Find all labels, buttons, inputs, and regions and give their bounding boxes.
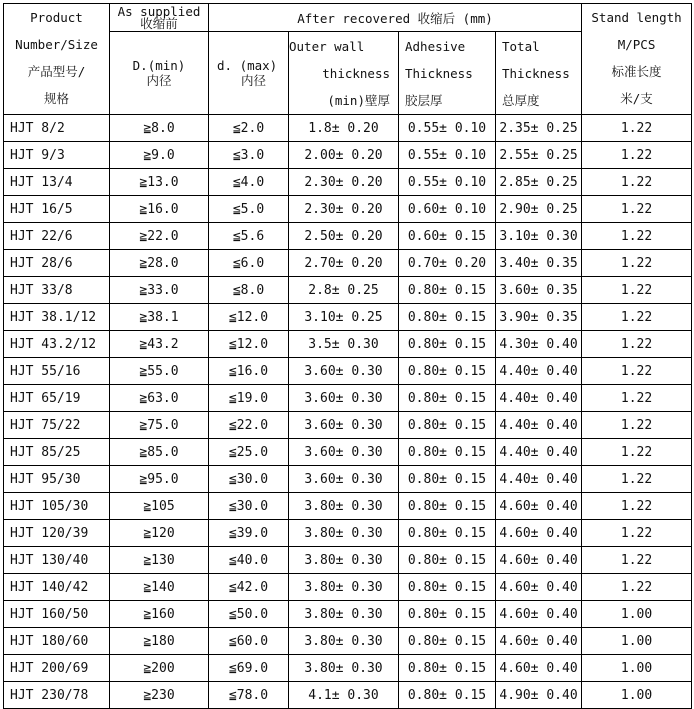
d-max-value: ≦6.0 <box>209 250 289 277</box>
total-value: 4.40± 0.40 <box>496 385 582 412</box>
outer-wall-value: 3.60± 0.30 <box>289 358 399 385</box>
d-max-value: ≦40.0 <box>209 547 289 574</box>
header-product-line: Number/Size <box>15 37 98 52</box>
adhesive-value: 0.55± 0.10 <box>399 115 496 142</box>
d-max-value: ≦25.0 <box>209 439 289 466</box>
table-row <box>4 547 692 574</box>
header-total-line: 总厚度 <box>502 92 540 108</box>
d-max-value: ≦12.0 <box>209 304 289 331</box>
header-product-line: Product <box>30 10 83 25</box>
header-adhesive <box>399 32 496 115</box>
header-as-supplied <box>110 4 209 32</box>
stand-length-value: 1.22 <box>582 331 692 358</box>
outer-wall-value: 3.5± 0.30 <box>289 331 399 358</box>
d-max-value: ≦12.0 <box>209 331 289 358</box>
header-outer-wall-line: thickness <box>322 65 390 81</box>
stand-length-value: 1.22 <box>582 439 692 466</box>
adhesive-value: 0.80± 0.15 <box>399 358 496 385</box>
stand-length-value: 1.22 <box>582 169 692 196</box>
header-adhesive-line: Thickness <box>405 65 473 81</box>
d-min-value: ≧63.0 <box>110 385 209 412</box>
d-min-value: ≧120 <box>110 520 209 547</box>
d-max-value: ≦22.0 <box>209 412 289 439</box>
stand-length-value: 1.00 <box>582 628 692 655</box>
product-number: HJT 28/6 <box>4 250 110 277</box>
header-d-min-en: D.(min) <box>132 58 186 73</box>
d-min-value: ≧38.1 <box>110 304 209 331</box>
stand-length-value: 1.22 <box>582 223 692 250</box>
adhesive-value: 0.80± 0.15 <box>399 682 496 709</box>
adhesive-value: 0.80± 0.15 <box>399 439 496 466</box>
total-value: 4.40± 0.40 <box>496 358 582 385</box>
product-number: HJT 85/25 <box>4 439 110 466</box>
d-min-value: ≧33.0 <box>110 277 209 304</box>
header-outer-wall <box>289 32 399 115</box>
d-max-value: ≦50.0 <box>209 601 289 628</box>
table-row <box>4 142 692 169</box>
stand-length-value: 1.22 <box>582 304 692 331</box>
product-number: HJT 130/40 <box>4 547 110 574</box>
d-max-value: ≦2.0 <box>209 115 289 142</box>
table-row <box>4 250 692 277</box>
outer-wall-value: 2.70± 0.20 <box>289 250 399 277</box>
table-row <box>4 196 692 223</box>
table-row <box>4 358 692 385</box>
total-value: 4.60± 0.40 <box>496 655 582 682</box>
total-value: 3.10± 0.30 <box>496 223 582 250</box>
d-max-value: ≦69.0 <box>209 655 289 682</box>
table-row <box>4 520 692 547</box>
adhesive-value: 0.80± 0.15 <box>399 574 496 601</box>
d-max-value: ≦19.0 <box>209 385 289 412</box>
d-min-value: ≧230 <box>110 682 209 709</box>
header-d-max-cn: 内径 <box>241 73 267 88</box>
stand-length-value: 1.22 <box>582 520 692 547</box>
product-number: HJT 13/4 <box>4 169 110 196</box>
outer-wall-value: 3.60± 0.30 <box>289 412 399 439</box>
total-value: 4.60± 0.40 <box>496 493 582 520</box>
adhesive-value: 0.60± 0.10 <box>399 196 496 223</box>
total-value: 4.60± 0.40 <box>496 601 582 628</box>
d-max-value: ≦4.0 <box>209 169 289 196</box>
header-d-max <box>209 32 289 115</box>
d-min-value: ≧13.0 <box>110 169 209 196</box>
product-number: HJT 55/16 <box>4 358 110 385</box>
adhesive-value: 0.80± 0.15 <box>399 277 496 304</box>
d-min-value: ≧105 <box>110 493 209 520</box>
total-value: 4.60± 0.40 <box>496 547 582 574</box>
stand-length-value: 1.00 <box>582 601 692 628</box>
d-max-value: ≦39.0 <box>209 520 289 547</box>
header-product-line: 规格 <box>43 91 69 106</box>
d-max-value: ≦8.0 <box>209 277 289 304</box>
d-max-value: ≦30.0 <box>209 466 289 493</box>
total-value: 2.35± 0.25 <box>496 115 582 142</box>
adhesive-value: 0.60± 0.15 <box>399 223 496 250</box>
stand-length-value: 1.22 <box>582 277 692 304</box>
product-number: HJT 95/30 <box>4 466 110 493</box>
table-row <box>4 169 692 196</box>
stand-length-value: 1.22 <box>582 385 692 412</box>
d-min-value: ≧85.0 <box>110 439 209 466</box>
adhesive-value: 0.80± 0.15 <box>399 493 496 520</box>
d-min-value: ≧200 <box>110 655 209 682</box>
d-max-value: ≦30.0 <box>209 493 289 520</box>
adhesive-value: 0.80± 0.15 <box>399 466 496 493</box>
d-min-value: ≧55.0 <box>110 358 209 385</box>
d-min-value: ≧75.0 <box>110 412 209 439</box>
outer-wall-value: 2.00± 0.20 <box>289 142 399 169</box>
product-number: HJT 65/19 <box>4 385 110 412</box>
outer-wall-value: 1.8± 0.20 <box>289 115 399 142</box>
d-max-value: ≦78.0 <box>209 682 289 709</box>
header-total-line: Thickness <box>502 65 570 81</box>
product-number: HJT 120/39 <box>4 520 110 547</box>
outer-wall-value: 3.80± 0.30 <box>289 655 399 682</box>
header-stand-length <box>582 4 692 115</box>
adhesive-value: 0.80± 0.15 <box>399 601 496 628</box>
table-row <box>4 466 692 493</box>
d-max-value: ≦5.6 <box>209 223 289 250</box>
product-number: HJT 33/8 <box>4 277 110 304</box>
total-value: 4.40± 0.40 <box>496 466 582 493</box>
d-min-value: ≧22.0 <box>110 223 209 250</box>
stand-length-value: 1.00 <box>582 655 692 682</box>
table-row <box>4 439 692 466</box>
total-value: 2.85± 0.25 <box>496 169 582 196</box>
outer-wall-value: 4.1± 0.30 <box>289 682 399 709</box>
d-max-value: ≦16.0 <box>209 358 289 385</box>
product-number: HJT 8/2 <box>4 115 110 142</box>
table-row <box>4 277 692 304</box>
product-number: HJT 38.1/12 <box>4 304 110 331</box>
product-number: HJT 180/60 <box>4 628 110 655</box>
outer-wall-value: 3.80± 0.30 <box>289 574 399 601</box>
table-row <box>4 682 692 709</box>
total-value: 4.40± 0.40 <box>496 439 582 466</box>
stand-length-value: 1.22 <box>582 142 692 169</box>
header-outer-wall-line: Outer wall <box>289 38 365 54</box>
stand-length-value: 1.22 <box>582 412 692 439</box>
product-number: HJT 9/3 <box>4 142 110 169</box>
outer-wall-value: 3.80± 0.30 <box>289 547 399 574</box>
outer-wall-value: 3.60± 0.30 <box>289 439 399 466</box>
outer-wall-value: 3.80± 0.30 <box>289 601 399 628</box>
table-row <box>4 304 692 331</box>
stand-length-value: 1.22 <box>582 547 692 574</box>
header-outer-wall-line: (min)壁厚 <box>327 92 390 108</box>
d-min-value: ≧8.0 <box>110 115 209 142</box>
d-min-value: ≧43.2 <box>110 331 209 358</box>
adhesive-value: 0.80± 0.15 <box>399 304 496 331</box>
header-product-line: 产品型号/ <box>27 64 86 79</box>
total-value: 4.60± 0.40 <box>496 628 582 655</box>
d-min-value: ≧180 <box>110 628 209 655</box>
product-number: HJT 43.2/12 <box>4 331 110 358</box>
outer-wall-value: 2.30± 0.20 <box>289 169 399 196</box>
stand-length-value: 1.00 <box>582 682 692 709</box>
product-number: HJT 230/78 <box>4 682 110 709</box>
outer-wall-value: 2.50± 0.20 <box>289 223 399 250</box>
stand-length-value: 1.22 <box>582 250 692 277</box>
outer-wall-value: 3.80± 0.30 <box>289 520 399 547</box>
d-min-value: ≧95.0 <box>110 466 209 493</box>
total-value: 4.60± 0.40 <box>496 520 582 547</box>
adhesive-value: 0.80± 0.15 <box>399 520 496 547</box>
outer-wall-value: 3.60± 0.30 <box>289 385 399 412</box>
stand-length-value: 1.22 <box>582 466 692 493</box>
total-value: 2.90± 0.25 <box>496 196 582 223</box>
table-row <box>4 331 692 358</box>
total-value: 4.60± 0.40 <box>496 574 582 601</box>
product-number: HJT 200/69 <box>4 655 110 682</box>
total-value: 4.40± 0.40 <box>496 412 582 439</box>
product-number: HJT 22/6 <box>4 223 110 250</box>
d-max-value: ≦60.0 <box>209 628 289 655</box>
header-d-max-en: d. (max) <box>217 58 278 73</box>
table-row <box>4 628 692 655</box>
d-min-value: ≧140 <box>110 574 209 601</box>
adhesive-value: 0.80± 0.15 <box>399 547 496 574</box>
adhesive-value: 0.80± 0.15 <box>399 331 496 358</box>
outer-wall-value: 3.60± 0.30 <box>289 466 399 493</box>
header-as-supplied-cn: 收缩前 <box>140 15 178 31</box>
table-row <box>4 493 692 520</box>
spec-table <box>3 3 692 709</box>
header-d-min <box>110 32 209 115</box>
d-min-value: ≧130 <box>110 547 209 574</box>
header-product <box>4 4 110 115</box>
header-adhesive-line: Adhesive <box>405 38 466 54</box>
header-stand-length-line: 米/支 <box>620 91 653 106</box>
adhesive-value: 0.55± 0.10 <box>399 169 496 196</box>
outer-wall-value: 3.10± 0.25 <box>289 304 399 331</box>
d-max-value: ≦5.0 <box>209 196 289 223</box>
outer-wall-value: 2.30± 0.20 <box>289 196 399 223</box>
stand-length-value: 1.22 <box>582 574 692 601</box>
header-adhesive-line: 胶层厚 <box>405 92 443 108</box>
table-row <box>4 412 692 439</box>
d-max-value: ≦3.0 <box>209 142 289 169</box>
d-min-value: ≧28.0 <box>110 250 209 277</box>
d-max-value: ≦42.0 <box>209 574 289 601</box>
table-row <box>4 655 692 682</box>
product-number: HJT 105/30 <box>4 493 110 520</box>
adhesive-value: 0.80± 0.15 <box>399 655 496 682</box>
header-after-recovered: After recovered 收缩后 (mm) <box>209 4 582 32</box>
total-value: 2.55± 0.25 <box>496 142 582 169</box>
adhesive-value: 0.70± 0.20 <box>399 250 496 277</box>
d-min-value: ≧16.0 <box>110 196 209 223</box>
stand-length-value: 1.22 <box>582 115 692 142</box>
table-row <box>4 223 692 250</box>
adhesive-value: 0.80± 0.15 <box>399 628 496 655</box>
header-stand-length-line: Stand length <box>591 10 682 25</box>
adhesive-value: 0.55± 0.10 <box>399 142 496 169</box>
stand-length-value: 1.22 <box>582 196 692 223</box>
table-row <box>4 115 692 142</box>
stand-length-value: 1.22 <box>582 493 692 520</box>
header-stand-length-line: M/PCS <box>617 37 656 52</box>
table-row <box>4 385 692 412</box>
product-number: HJT 75/22 <box>4 412 110 439</box>
product-number: HJT 140/42 <box>4 574 110 601</box>
d-min-value: ≧160 <box>110 601 209 628</box>
header-stand-length-line: 标准长度 <box>611 64 662 79</box>
adhesive-value: 0.80± 0.15 <box>399 385 496 412</box>
table-row <box>4 574 692 601</box>
stand-length-value: 1.22 <box>582 358 692 385</box>
product-number: HJT 160/50 <box>4 601 110 628</box>
total-value: 3.40± 0.35 <box>496 250 582 277</box>
header-as-supplied-en: As supplied <box>117 3 201 19</box>
adhesive-value: 0.80± 0.15 <box>399 412 496 439</box>
outer-wall-value: 3.80± 0.30 <box>289 493 399 520</box>
table-row <box>4 601 692 628</box>
total-value: 4.30± 0.40 <box>496 331 582 358</box>
header-total <box>496 32 582 115</box>
total-value: 3.60± 0.35 <box>496 277 582 304</box>
d-min-value: ≧9.0 <box>110 142 209 169</box>
outer-wall-value: 2.8± 0.25 <box>289 277 399 304</box>
spec-table-body <box>4 115 692 709</box>
outer-wall-value: 3.80± 0.30 <box>289 628 399 655</box>
total-value: 3.90± 0.35 <box>496 304 582 331</box>
header-total-line: Total <box>502 38 540 54</box>
total-value: 4.90± 0.40 <box>496 682 582 709</box>
product-number: HJT 16/5 <box>4 196 110 223</box>
header-d-min-cn: 内径 <box>146 73 172 88</box>
